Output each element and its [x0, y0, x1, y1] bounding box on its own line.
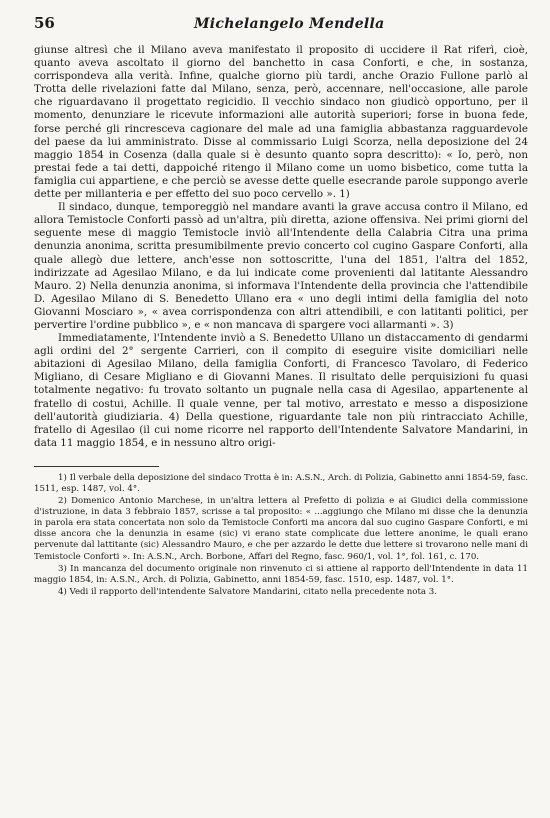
body-text	[34, 44, 528, 450]
page-header	[34, 14, 528, 44]
paragraph-2: Il sindaco, dunque, temporeggiò nel mandare avanti la grave accusa contro il Milano, ed allora Temistocle Conforti passò ad un'altra, più diretta, azione offensiva. Nei primi giorni del seguente mese di maggio Temistocle inviò all'Intendente della Calabria Citra una prima denunzia anonima, scritta presumibilmente previo concerto col cugino Gaspare Conforti, alla quale allegò due lettere, anch'esse non sottoscritte, l'una del 1851, l'altra del 1852, indirizzate ad Agesilao Milano, e da lui indicate come provenienti dal latitante Alessandro Mauro. 2) Nella denunzia anonima, si informava l'Intendente della provincia che l'attendibile D. Agesilao Milano di S. Benedetto Ullano era « uno degli intimi della famiglia del noto Giovanni Mosciaro », « avea corrispondenza con altri attendibili, e con latitanti politici, per pervertire l'ordine pubblico », e « non mancava di spargere voci allarmanti ». 3)	[34, 201, 528, 331]
paragraph-3: Immediatamente, l'Intendente inviò a S. Benedetto Ullano un distaccamento di gendarmi agli ordini del 2° sergente Carrieri, con il compito di eseguire visite domiciliari nelle abitazioni di Agesilao Milano, della famiglia Conforti, di Francesco Tavolaro, di Federico Migliano, di Cesare Migliano e di Giovanni Manes. Il risultato delle perquisizioni fu quasi totalmente negativo: fu trovato soltanto un pugnale nella casa di Agesilao, appartenente al fratello di costui, Achille. Il quale venne, per tal motivo, arrestato e messo a disposizione dell'autorità giudiziaria. 4) Della questione, riguardante tale non più rintracciato Achille, fratello di Agesilao (il cui nome ricorre nel rapporto dell'Intendente Salvatore Mandarini, in data 11 maggio 1854, e in nessuno altro origi-	[34, 332, 528, 449]
running-title: Michelangelo Mendella	[194, 16, 385, 32]
footnote-3: 3) In mancanza del documento originale non rinvenuto ci si attiene al rapporto dell'Intendente in data 11 maggio 1854, in: A.S.N., Arch. di Polizia, Gabinetto, anni 1854-59, fasc. 1510, esp. 1487, vol. 1°.	[34, 563, 528, 585]
footnote-1: 1) Il verbale della deposizione del sindaco Trotta è in: A.S.N., Arch. di Polizia, Gabinetto anni 1854-59, fasc. 1511, esp. 1487, vol. 4°.	[34, 472, 528, 494]
footnote-4: 4) Vedi il rapporto dell'intendente Salvatore Mandarini, citato nella precedente nota 3.	[58, 586, 437, 597]
page-number: 56	[34, 14, 55, 32]
footnote-2: 2) Domenico Antonio Marchese, in un'altra lettera al Prefetto di polizia e ai Giudici della commissione d'istruzione, in data 3 febbraio 1857, scrisse a tal proposito: « ...aggiungo che Milano mi disse che la denunzia in parola era stata concertata non solo da Temistocle Conforti ma ancora dal suo cugino Gaspare Conforti, e mi disse ancora che la denunzia in esame (sic) vi erano state complicate due lettere anonime, le quali erano pervenute dal lattitante (sic) Alessandro Mauro, e che per azzardo le dette due lettere si trovarono nelle mani di Temistocle Conforti ». In: A.S.N., Arch. Borbone, Affari del Regno, fasc. 960/1, vol. 1°, fol. 161, c. 170.	[34, 496, 528, 562]
footnote-divider	[34, 466, 159, 467]
paragraph-1: giunse altresì che il Milano aveva manifestato il proposito di uccidere il Rat riferì, cioè, quanto aveva ascoltato il giorno del banchetto in casa Conforti, e che, in sostanza, corrispondeva alla verità. Infine, qualche giorno più tardi, anche Orazio Fullone parlò al Trotta delle rivelazioni fatte dal Milano, senza, però, accennare, nell'occasione, alle parole che riguardavano il progettato regicidio. Il vecchio sindaco non giudicò opportuno, per il momento, denunziare le ricevute informazioni alle autorità superiori; forse in buona fede, forse perché gli rincresceva cagionare del male ad una famiglia abbastanza ragguardevole del paese da lui amministrato. Disse al commissario Luigi Scorza, nella deposizione del 24 maggio 1854 in Cosenza (dalla quale si è desunto quanto sopra descritto): « Io, però, non prestai fede a tai detti, dappoiché ritengo il Milano come un uomo bisbetico, come tutta la famiglia cui appartiene, e che perciò se avesse dette quelle esecrande parole suppongo averle dette per millanteria e per effetto del suo poco cervello ». 1)	[34, 44, 528, 201]
footnotes	[34, 473, 528, 598]
